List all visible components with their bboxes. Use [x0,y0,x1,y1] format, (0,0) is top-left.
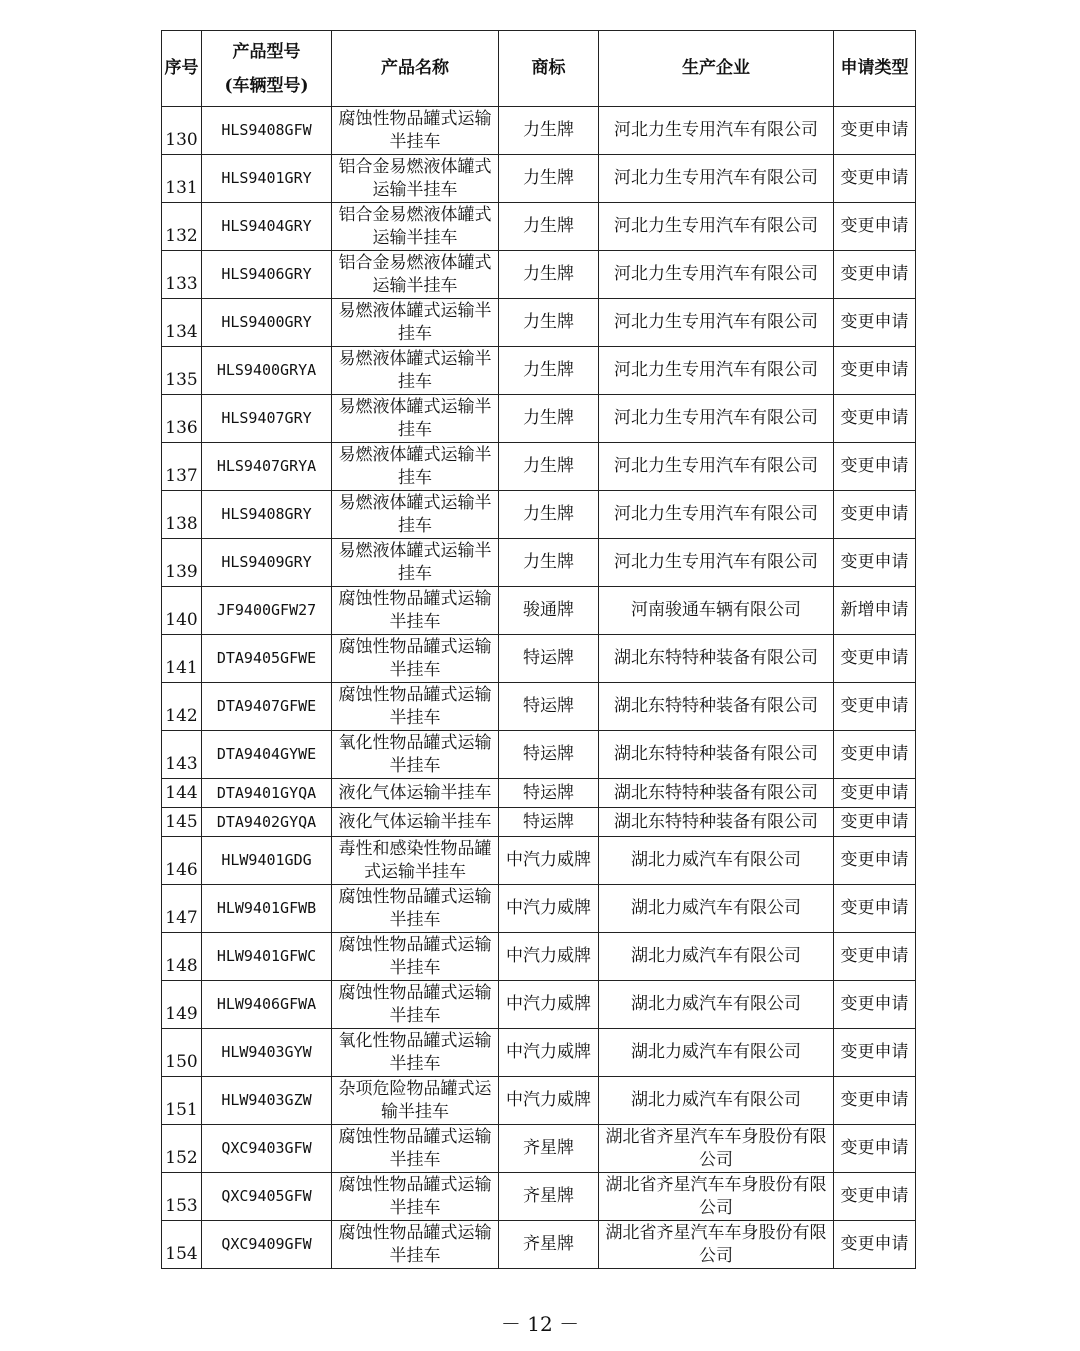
cell-model: HLS9407GRYA [202,443,332,491]
cell-seq: 148 [162,933,202,981]
cell-maker: 湖北力威汽车有限公司 [599,1077,834,1125]
table-row [162,1221,916,1269]
table-row [162,981,916,1029]
cell-maker: 河北力生专用汽车有限公司 [599,491,834,539]
table-row [162,1029,916,1077]
table-row [162,395,916,443]
cell-model: HLS9400GRYA [202,347,332,395]
cell-seq: 153 [162,1173,202,1221]
table-row [162,779,916,808]
cell-model: QXC9403GFW [202,1125,332,1173]
cell-model: HLS9404GRY [202,203,332,251]
cell-name: 易燃液体罐式运输半挂车 [332,299,499,347]
cell-model: DTA9404GYWE [202,731,332,779]
cell-model: HLW9401GDG [202,837,332,885]
cell-seq: 152 [162,1125,202,1173]
cell-type: 变更申请 [834,299,916,347]
header-model-line2: (车辆型号) [224,75,309,96]
cell-type: 变更申请 [834,539,916,587]
cell-name: 杂项危险物品罐式运输半挂车 [332,1077,499,1125]
cell-seq: 137 [162,443,202,491]
cell-type: 变更申请 [834,1221,916,1269]
cell-brand: 力生牌 [499,251,599,299]
cell-maker: 湖北力威汽车有限公司 [599,981,834,1029]
cell-type: 变更申请 [834,107,916,155]
cell-seq: 135 [162,347,202,395]
header-maker: 生产企业 [599,31,834,107]
cell-model: HLW9403GZW [202,1077,332,1125]
cell-brand: 力生牌 [499,155,599,203]
table-row [162,1125,916,1173]
cell-name: 腐蚀性物品罐式运输半挂车 [332,587,499,635]
header-model-line1: 产品型号 [232,41,301,62]
cell-seq: 147 [162,885,202,933]
cell-seq: 151 [162,1077,202,1125]
cell-name: 铝合金易燃液体罐式运输半挂车 [332,155,499,203]
cell-brand: 特运牌 [499,683,599,731]
cell-model: QXC9405GFW [202,1173,332,1221]
cell-maker: 湖北省齐星汽车车身股份有限公司 [599,1125,834,1173]
cell-name: 易燃液体罐式运输半挂车 [332,395,499,443]
cell-maker: 河北力生专用汽车有限公司 [599,347,834,395]
cell-brand: 特运牌 [499,779,599,808]
cell-seq: 133 [162,251,202,299]
cell-type: 变更申请 [834,395,916,443]
cell-type: 变更申请 [834,155,916,203]
cell-maker: 河北力生专用汽车有限公司 [599,251,834,299]
cell-model: HLW9401GFWB [202,885,332,933]
cell-model: QXC9409GFW [202,1221,332,1269]
cell-seq: 132 [162,203,202,251]
cell-maker: 河南骏通车辆有限公司 [599,587,834,635]
cell-brand: 中汽力威牌 [499,837,599,885]
cell-brand: 力生牌 [499,107,599,155]
cell-name: 腐蚀性物品罐式运输半挂车 [332,635,499,683]
cell-seq: 138 [162,491,202,539]
cell-type: 变更申请 [834,779,916,808]
header-brand: 商标 [499,31,599,107]
cell-brand: 齐星牌 [499,1173,599,1221]
cell-name: 易燃液体罐式运输半挂车 [332,491,499,539]
cell-brand: 中汽力威牌 [499,885,599,933]
cell-brand: 齐星牌 [499,1125,599,1173]
cell-name: 铝合金易燃液体罐式运输半挂车 [332,203,499,251]
table-row [162,155,916,203]
table-row [162,808,916,837]
cell-seq: 131 [162,155,202,203]
cell-seq: 130 [162,107,202,155]
cell-model: HLS9407GRY [202,395,332,443]
cell-name: 毒性和感染性物品罐式运输半挂车 [332,837,499,885]
cell-model: HLS9409GRY [202,539,332,587]
cell-type: 变更申请 [834,981,916,1029]
table-row [162,107,916,155]
cell-seq: 140 [162,587,202,635]
cell-maker: 湖北东特特种装备有限公司 [599,683,834,731]
cell-brand: 中汽力威牌 [499,981,599,1029]
cell-type: 变更申请 [834,203,916,251]
cell-maker: 河北力生专用汽车有限公司 [599,203,834,251]
cell-brand: 力生牌 [499,491,599,539]
cell-name: 腐蚀性物品罐式运输半挂车 [332,1125,499,1173]
cell-seq: 141 [162,635,202,683]
cell-maker: 湖北东特特种装备有限公司 [599,731,834,779]
cell-brand: 特运牌 [499,731,599,779]
cell-type: 变更申请 [834,808,916,837]
cell-name: 易燃液体罐式运输半挂车 [332,443,499,491]
cell-type: 变更申请 [834,731,916,779]
table-row [162,539,916,587]
cell-type: 变更申请 [834,1125,916,1173]
cell-type: 变更申请 [834,1077,916,1125]
cell-name: 易燃液体罐式运输半挂车 [332,347,499,395]
cell-brand: 特运牌 [499,808,599,837]
header-type: 申请类型 [834,31,916,107]
page-number: － 12 － [500,1312,580,1336]
cell-type: 变更申请 [834,933,916,981]
header-model [202,31,332,107]
table-row [162,251,916,299]
cell-name: 液化气体运输半挂车 [332,779,499,808]
cell-brand: 力生牌 [499,299,599,347]
table-row [162,683,916,731]
table-row [162,885,916,933]
table-row [162,491,916,539]
cell-type: 变更申请 [834,1173,916,1221]
cell-name: 腐蚀性物品罐式运输半挂车 [332,933,499,981]
cell-maker: 湖北力威汽车有限公司 [599,837,834,885]
cell-maker: 河北力生专用汽车有限公司 [599,539,834,587]
cell-name: 腐蚀性物品罐式运输半挂车 [332,683,499,731]
cell-type: 变更申请 [834,885,916,933]
table-row [162,203,916,251]
cell-seq: 134 [162,299,202,347]
cell-name: 腐蚀性物品罐式运输半挂车 [332,1221,499,1269]
cell-model: DTA9401GYQA [202,779,332,808]
cell-type: 新增申请 [834,587,916,635]
cell-type: 变更申请 [834,443,916,491]
table-row [162,731,916,779]
cell-type: 变更申请 [834,1029,916,1077]
cell-brand: 力生牌 [499,395,599,443]
table-row [162,347,916,395]
cell-model: HLS9408GRY [202,491,332,539]
cell-maker: 湖北省齐星汽车车身股份有限公司 [599,1173,834,1221]
cell-model: HLS9408GFW [202,107,332,155]
cell-seq: 154 [162,1221,202,1269]
table-body [162,107,916,1269]
cell-name: 易燃液体罐式运输半挂车 [332,539,499,587]
vehicle-product-table [161,30,916,1269]
cell-type: 变更申请 [834,635,916,683]
cell-maker: 河北力生专用汽车有限公司 [599,299,834,347]
cell-seq: 146 [162,837,202,885]
cell-seq: 144 [162,779,202,808]
cell-maker: 河北力生专用汽车有限公司 [599,443,834,491]
cell-type: 变更申请 [834,491,916,539]
cell-brand: 中汽力威牌 [499,1077,599,1125]
table-row [162,443,916,491]
cell-model: HLW9406GFWA [202,981,332,1029]
cell-maker: 湖北东特特种装备有限公司 [599,808,834,837]
cell-seq: 150 [162,1029,202,1077]
table-row [162,933,916,981]
cell-maker: 河北力生专用汽车有限公司 [599,155,834,203]
cell-seq: 145 [162,808,202,837]
cell-model: DTA9407GFWE [202,683,332,731]
cell-maker: 湖北力威汽车有限公司 [599,885,834,933]
cell-seq: 136 [162,395,202,443]
cell-model: HLS9401GRY [202,155,332,203]
cell-name: 液化气体运输半挂车 [332,808,499,837]
table-header-row [162,31,916,107]
cell-name: 腐蚀性物品罐式运输半挂车 [332,981,499,1029]
cell-name: 氧化性物品罐式运输半挂车 [332,731,499,779]
cell-brand: 力生牌 [499,539,599,587]
table-row [162,1173,916,1221]
cell-model: DTA9405GFWE [202,635,332,683]
cell-type: 变更申请 [834,837,916,885]
cell-type: 变更申请 [834,251,916,299]
cell-maker: 湖北省齐星汽车车身股份有限公司 [599,1221,834,1269]
cell-model: HLW9401GFWC [202,933,332,981]
cell-model: HLW9403GYW [202,1029,332,1077]
cell-name: 腐蚀性物品罐式运输半挂车 [332,1173,499,1221]
table-row [162,299,916,347]
header-name: 产品名称 [332,31,499,107]
cell-maker: 湖北力威汽车有限公司 [599,1029,834,1077]
table-row [162,1077,916,1125]
cell-seq: 143 [162,731,202,779]
cell-seq: 142 [162,683,202,731]
cell-brand: 力生牌 [499,203,599,251]
cell-model: DTA9402GYQA [202,808,332,837]
cell-seq: 149 [162,981,202,1029]
cell-maker: 河北力生专用汽车有限公司 [599,395,834,443]
cell-brand: 中汽力威牌 [499,933,599,981]
cell-brand: 齐星牌 [499,1221,599,1269]
cell-seq: 139 [162,539,202,587]
cell-name: 铝合金易燃液体罐式运输半挂车 [332,251,499,299]
cell-brand: 中汽力威牌 [499,1029,599,1077]
cell-model: HLS9400GRY [202,299,332,347]
cell-maker: 河北力生专用汽车有限公司 [599,107,834,155]
cell-brand: 力生牌 [499,443,599,491]
cell-model: JF9400GFW27 [202,587,332,635]
table-row [162,837,916,885]
cell-name: 氧化性物品罐式运输半挂车 [332,1029,499,1077]
table-row [162,587,916,635]
cell-maker: 湖北东特特种装备有限公司 [599,779,834,808]
cell-brand: 骏通牌 [499,587,599,635]
cell-type: 变更申请 [834,683,916,731]
cell-maker: 湖北力威汽车有限公司 [599,933,834,981]
cell-brand: 特运牌 [499,635,599,683]
table-row [162,635,916,683]
cell-maker: 湖北东特特种装备有限公司 [599,635,834,683]
cell-name: 腐蚀性物品罐式运输半挂车 [332,885,499,933]
header-seq: 序号 [162,31,202,107]
cell-type: 变更申请 [834,347,916,395]
cell-brand: 力生牌 [499,347,599,395]
cell-model: HLS9406GRY [202,251,332,299]
cell-name: 腐蚀性物品罐式运输半挂车 [332,107,499,155]
